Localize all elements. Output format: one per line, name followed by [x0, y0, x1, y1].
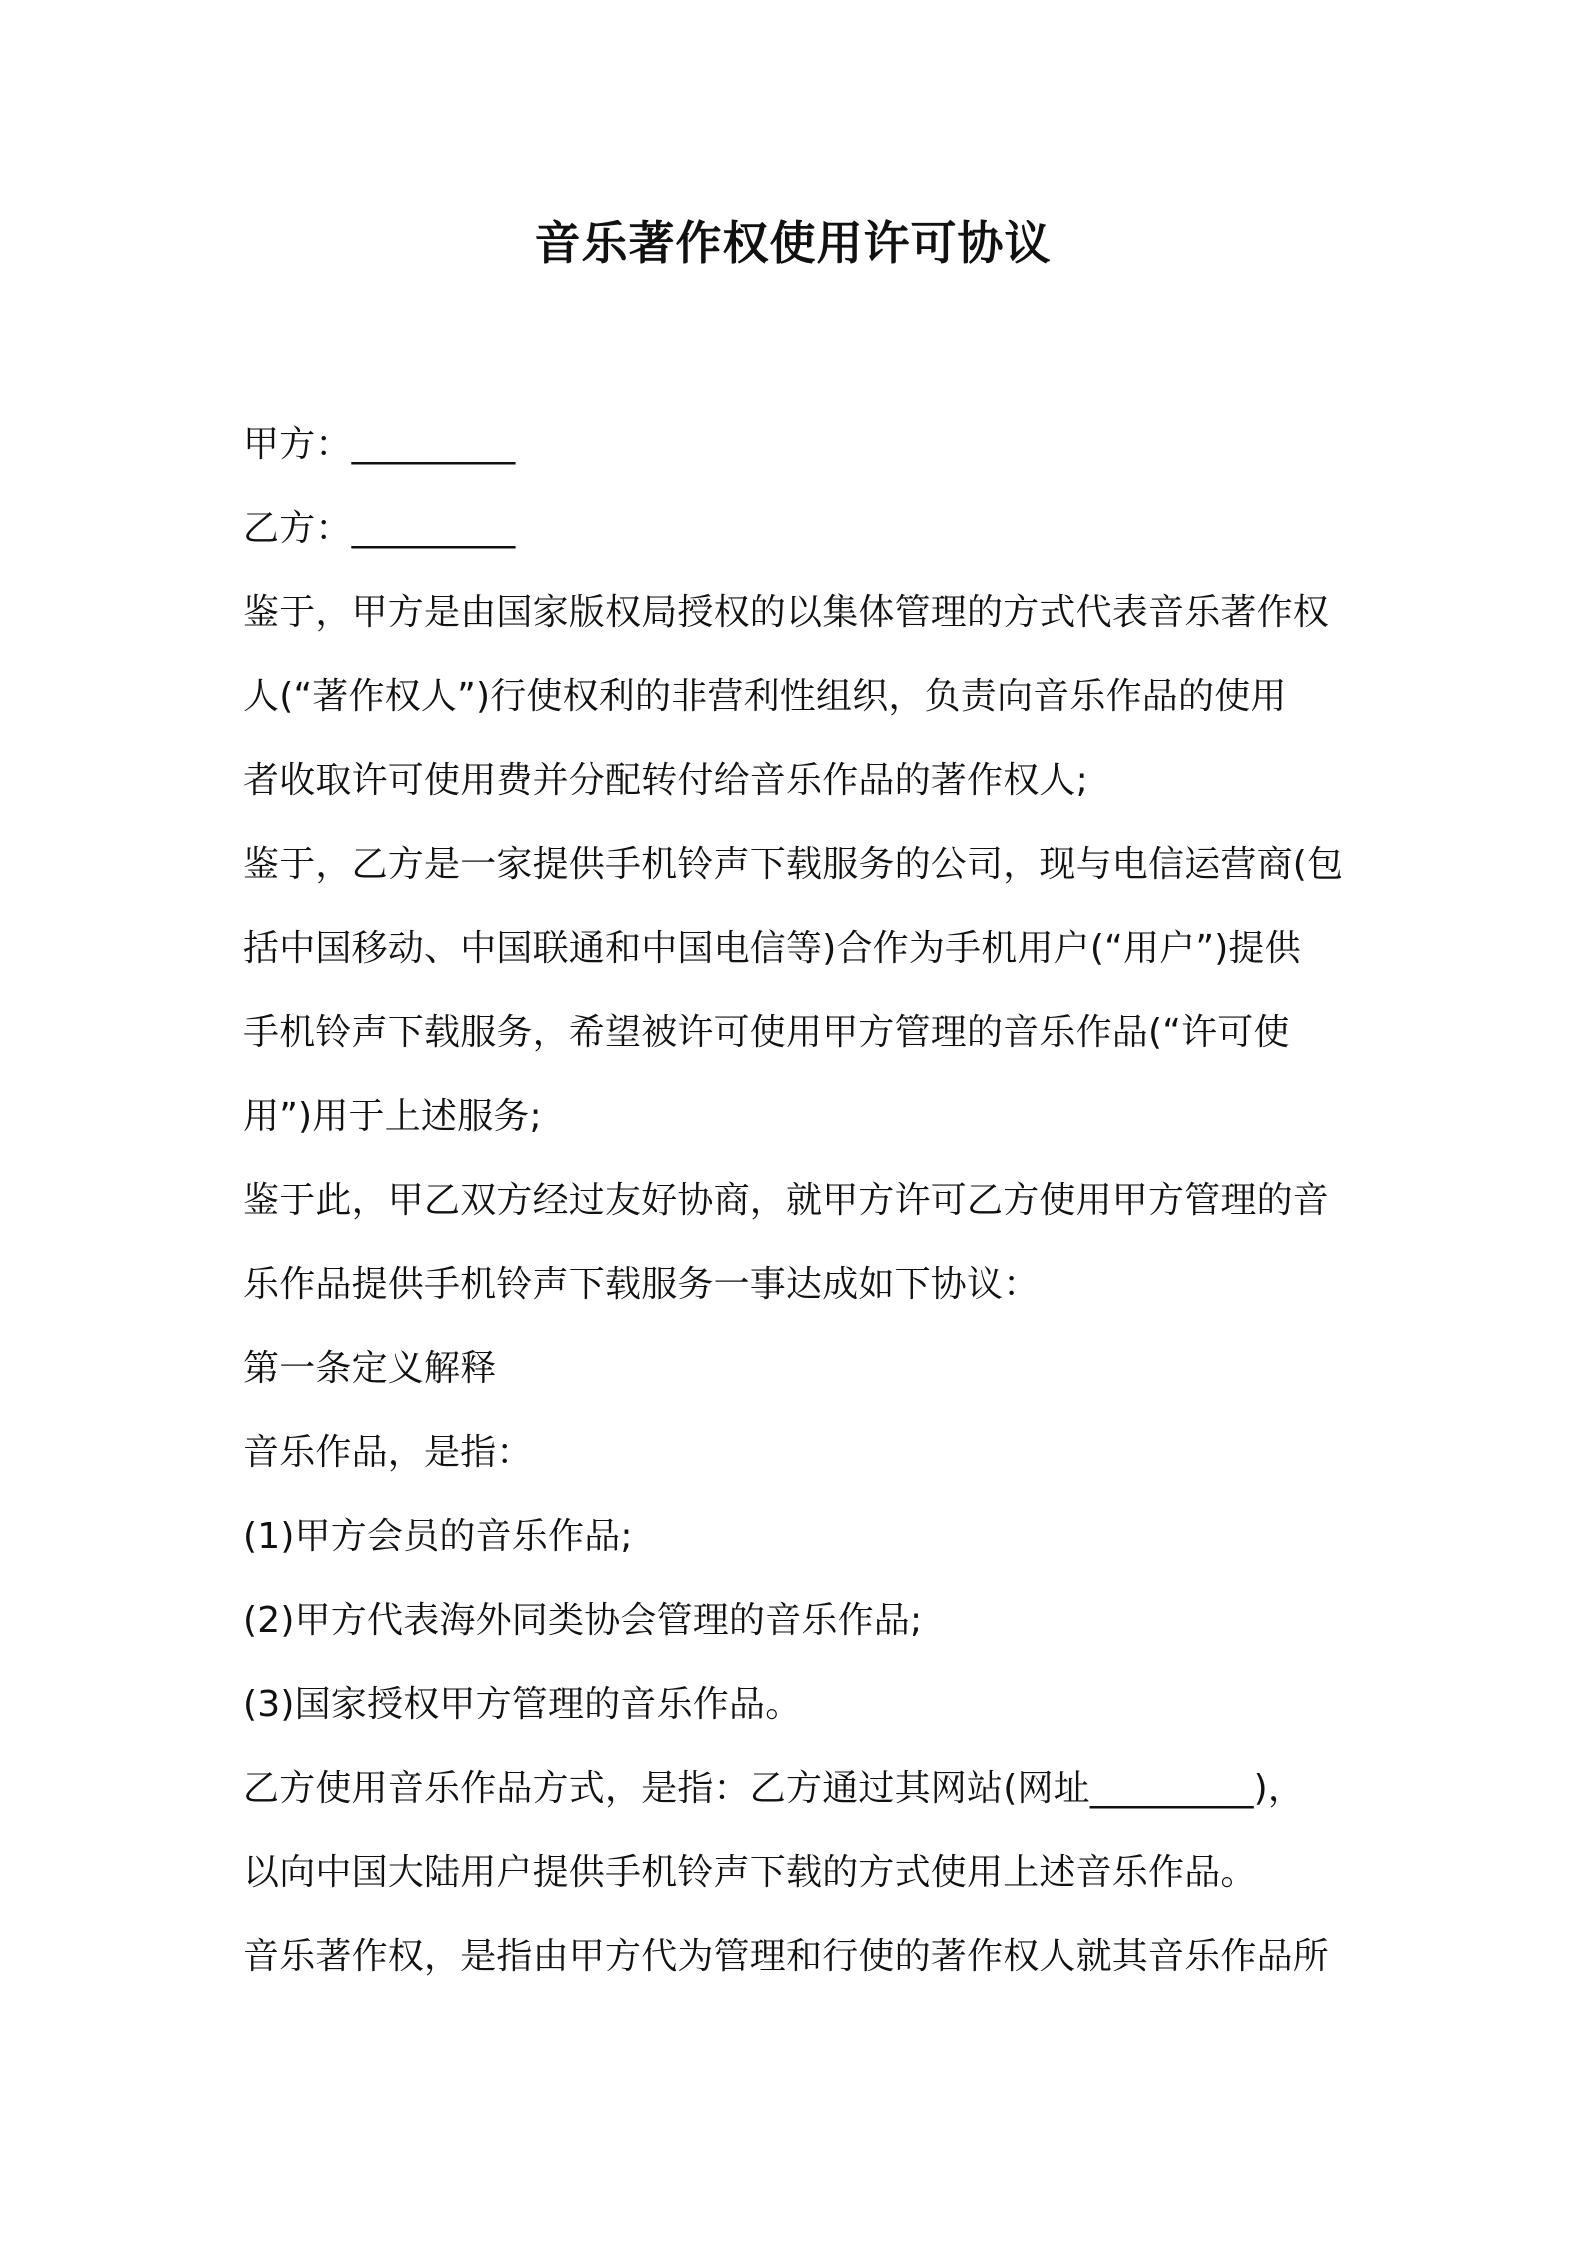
list-item: (1)甲方会员的音乐作品;	[243, 1516, 633, 1557]
definition-line: 音乐作品，是指：	[243, 1432, 533, 1473]
section-heading: 第一条定义解释	[243, 1348, 497, 1389]
list-item: (2)甲方代表海外同类协会管理的音乐作品;	[243, 1600, 923, 1641]
paragraph-line: 人(“著作权人”)行使权利的非营利性组织，负责向音乐作品的使用	[243, 676, 1287, 717]
paragraph-line: 鉴于此，甲乙双方经过友好协商，就甲方许可乙方使用甲方管理的音	[243, 1180, 1330, 1221]
paragraph-line: 乐作品提供手机铃声下载服务一事达成如下协议：	[243, 1264, 1040, 1305]
paragraph-line: 用”)用于上述服务;	[243, 1096, 542, 1137]
paragraph-line: 鉴于，甲方是由国家版权局授权的以集体管理的方式代表音乐著作权	[243, 592, 1330, 633]
paragraph-line: 鉴于，乙方是一家提供手机铃声下载服务的公司，现与电信运营商(包	[243, 844, 1344, 885]
party-a-line: 甲方：_________	[243, 424, 516, 465]
paragraph-line: 手机铃声下载服务，希望被许可使用甲方管理的音乐作品(“许可使	[243, 1012, 1290, 1053]
document-body	[243, 403, 1355, 1999]
party-b-line: 乙方：_________	[243, 508, 516, 549]
paragraph-line: 乙方使用音乐作品方式，是指：乙方通过其网站(网址_________)，	[243, 1768, 1305, 1809]
document-title: 音乐著作权使用许可协议	[534, 216, 1052, 270]
paragraph-line: 者收取许可使用费并分配转付给音乐作品的著作权人;	[243, 760, 1088, 801]
list-item: (3)国家授权甲方管理的音乐作品。	[243, 1684, 802, 1725]
paragraph-line: 以向中国大陆用户提供手机铃声下载的方式使用上述音乐作品。	[243, 1852, 1257, 1893]
paragraph-line: 括中国移动、中国联通和中国电信等)合作为手机用户(“用户”)提供	[243, 928, 1301, 969]
paragraph-line: 音乐著作权，是指由甲方代为管理和行使的著作权人就其音乐作品所	[243, 1936, 1330, 1977]
